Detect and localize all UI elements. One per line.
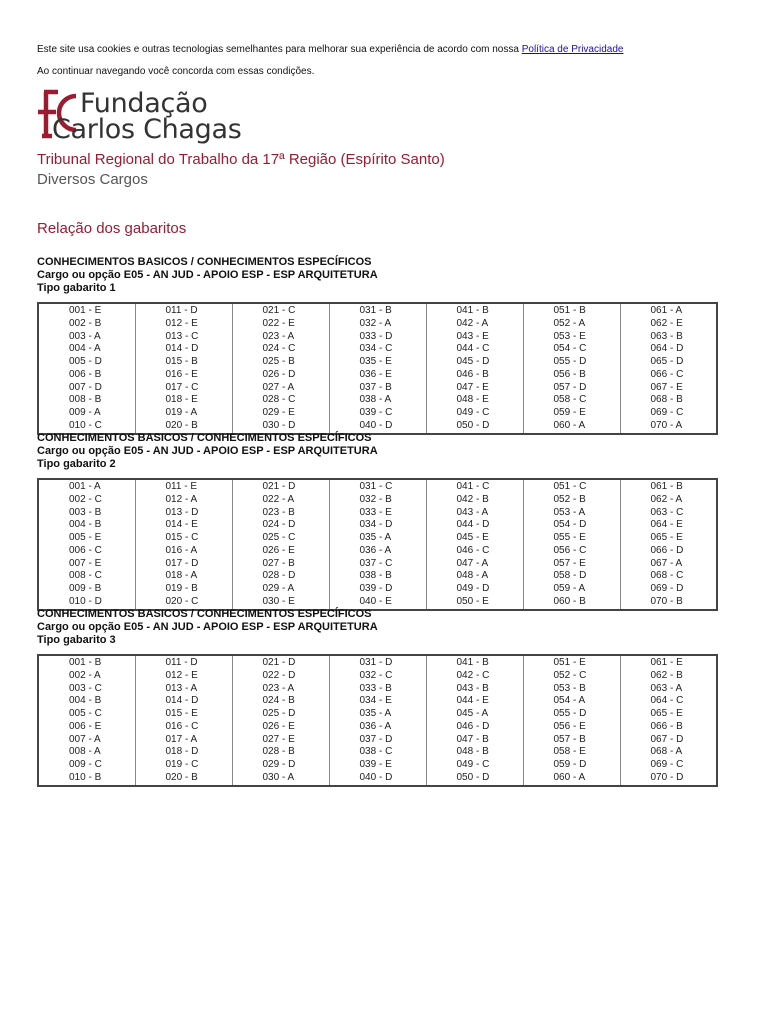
answer-cell: 063 - A — [650, 682, 683, 694]
answer-column — [232, 655, 329, 786]
answer-key-table-2 — [37, 478, 718, 611]
answer-cell: 067 - D — [650, 733, 684, 745]
answer-column — [232, 479, 329, 610]
fcc-logo[interactable] — [36, 84, 256, 148]
answer-cell: 037 - D — [359, 733, 393, 745]
answer-cell: 056 - E — [553, 720, 586, 732]
answer-cell: 023 - A — [262, 682, 295, 694]
answer-cell: 039 - D — [359, 583, 393, 594]
answer-cell: 053 - B — [553, 682, 586, 694]
answer-cell: 059 - E — [553, 407, 586, 418]
answer-cell: 065 - E — [650, 708, 683, 719]
answer-cell: 024 - C — [262, 343, 296, 355]
answer-cell: 054 - C — [553, 343, 587, 355]
answer-cell: 041 - B — [456, 657, 489, 668]
answer-cell: 041 - B — [456, 305, 489, 316]
answer-cell: 052 - A — [553, 317, 586, 329]
answer-cell: 049 - C — [456, 407, 490, 418]
answer-column — [135, 303, 232, 434]
answer-cell: 038 - B — [359, 570, 392, 582]
answer-cell: 057 - E — [553, 557, 586, 569]
answer-cell: 064 - E — [650, 519, 683, 531]
block-tipo: Tipo gabarito 1 — [37, 282, 116, 294]
answer-column — [329, 303, 426, 434]
answer-cell: 028 - C — [262, 394, 296, 406]
answer-column — [135, 479, 232, 610]
answer-cell: 001 - A — [69, 481, 101, 492]
answer-cell: 050 - D — [456, 419, 490, 431]
answer-cell: 039 - E — [359, 759, 392, 770]
answer-cell: 054 - D — [553, 519, 587, 531]
answer-column — [232, 303, 329, 434]
answer-cell: 066 - B — [650, 720, 683, 732]
logo-text-fundacao: Fundação — [80, 88, 208, 119]
answer-cell: 054 - A — [553, 695, 586, 707]
answer-cell: 039 - C — [359, 407, 393, 418]
answer-cell: 036 - A — [359, 544, 392, 556]
answer-cell: 044 - E — [456, 695, 489, 707]
answer-cell: 022 - D — [262, 669, 296, 681]
answer-cell: 007 - E — [69, 557, 102, 569]
answer-cell: 060 - B — [553, 595, 586, 607]
answer-cell: 020 - B — [165, 771, 198, 783]
answer-cell: 050 - D — [456, 771, 490, 783]
answer-cell: 015 - C — [165, 532, 199, 543]
answer-cell: 027 - A — [262, 381, 295, 393]
answer-cell: 061 - B — [650, 481, 683, 492]
answer-cell: 018 - E — [165, 394, 198, 406]
answer-cell: 014 - D — [165, 343, 199, 355]
answer-cell: 048 - B — [456, 746, 489, 758]
answer-cell: 034 - D — [359, 519, 393, 531]
answer-key-header-2 — [37, 432, 378, 471]
answer-cell: 028 - B — [262, 746, 295, 758]
answer-cell: 070 - D — [650, 771, 684, 783]
answer-cell: 060 - A — [553, 771, 586, 783]
answer-cell: 016 - E — [165, 368, 198, 380]
answer-column — [523, 303, 620, 434]
answer-cell: 031 - D — [359, 657, 393, 668]
answer-cell: 015 - E — [165, 708, 198, 719]
answer-cell: 014 - D — [165, 695, 199, 707]
answer-cell: 003 - B — [69, 506, 102, 518]
answer-cell: 067 - E — [650, 381, 683, 393]
answer-cell: 036 - A — [359, 720, 392, 732]
answer-cell: 034 - C — [359, 343, 393, 355]
answer-cell: 062 - E — [650, 317, 683, 329]
answer-cell: 007 - A — [69, 733, 101, 745]
answer-cell: 069 - C — [650, 759, 684, 770]
answer-cell: 040 - D — [359, 419, 393, 431]
answer-cell: 026 - E — [262, 544, 295, 556]
answer-cell: 043 - B — [456, 682, 489, 694]
answer-cell: 011 - E — [165, 481, 197, 492]
answer-cell: 019 - A — [165, 407, 198, 418]
answer-cell: 017 - A — [165, 733, 198, 745]
answer-cell: 048 - E — [456, 394, 489, 406]
answer-cell: 049 - D — [456, 583, 490, 594]
answer-cell: 046 - C — [456, 544, 490, 556]
answer-cell: 021 - D — [262, 657, 296, 668]
answer-column — [426, 303, 523, 434]
answer-cell: 032 - B — [359, 493, 392, 505]
answer-cell: 045 - D — [456, 356, 490, 367]
answer-cell: 025 - B — [262, 356, 295, 367]
answer-cell: 034 - E — [359, 695, 392, 707]
answer-cell: 005 - C — [69, 708, 102, 719]
answer-cell: 002 - A — [69, 669, 101, 681]
answer-cell: 007 - D — [69, 381, 102, 393]
answer-cell: 017 - D — [165, 557, 199, 569]
answer-cell: 055 - E — [553, 532, 586, 543]
answer-cell: 016 - C — [165, 720, 199, 732]
answer-column — [620, 479, 717, 610]
answer-cell: 010 - C — [69, 419, 102, 431]
answer-cell: 020 - C — [165, 595, 199, 607]
answer-cell: 035 - A — [359, 532, 392, 543]
answer-cell: 012 - A — [165, 493, 198, 505]
answer-key-header-3 — [37, 608, 378, 647]
answer-cell: 063 - B — [650, 330, 683, 342]
answer-cell: 048 - A — [456, 570, 489, 582]
answer-cell: 055 - D — [553, 356, 587, 367]
answer-cell: 020 - B — [165, 419, 198, 431]
answer-cell: 013 - A — [165, 682, 198, 694]
answer-cell: 014 - E — [165, 519, 198, 531]
answer-cell: 026 - E — [262, 720, 295, 732]
answer-cell: 058 - E — [553, 746, 586, 758]
answer-cell: 025 - C — [262, 532, 296, 543]
block-tipo: Tipo gabarito 2 — [37, 458, 116, 470]
answer-cell: 033 - E — [359, 506, 392, 518]
answer-column — [620, 655, 717, 786]
answer-cell: 038 - A — [359, 394, 392, 406]
answer-cell: 029 - D — [262, 759, 296, 770]
section-title: Relação dos gabaritos — [37, 220, 187, 237]
answer-cell: 028 - D — [262, 570, 296, 582]
answer-cell: 043 - E — [456, 330, 489, 342]
answer-cell: 024 - D — [262, 519, 296, 531]
answer-cell: 063 - C — [650, 506, 684, 518]
answer-cell: 021 - D — [262, 481, 296, 492]
exam-title: Tribunal Regional do Trabalho da 17ª Região (Espírito Santo) — [37, 151, 445, 168]
answer-cell: 040 - E — [359, 595, 392, 607]
block-cargo: Cargo ou opção E05 - AN JUD - APOIO ESP - ESP ARQUITETURA — [37, 269, 378, 281]
answer-cell: 013 - C — [165, 330, 199, 342]
answer-cell: 043 - A — [456, 506, 489, 518]
exam-subtitle: Diversos Cargos — [37, 171, 148, 188]
answer-cell: 066 - D — [650, 544, 684, 556]
answer-cell: 057 - D — [553, 381, 587, 393]
answer-cell: 055 - D — [553, 708, 587, 719]
answer-cell: 052 - B — [553, 493, 586, 505]
answer-cell: 022 - E — [262, 317, 295, 329]
answer-cell: 032 - C — [359, 669, 393, 681]
answer-cell: 031 - C — [359, 481, 393, 492]
answer-cell: 011 - D — [165, 305, 198, 316]
answer-cell: 056 - B — [553, 368, 586, 380]
answer-cell: 035 - E — [359, 356, 392, 367]
answer-column — [135, 655, 232, 786]
answer-cell: 047 - E — [456, 381, 489, 393]
answer-cell: 031 - B — [359, 305, 392, 316]
answer-cell: 004 - B — [69, 695, 102, 707]
answer-column — [523, 479, 620, 610]
answer-cell: 018 - D — [165, 746, 199, 758]
answer-cell: 008 - B — [69, 394, 102, 406]
answer-cell: 037 - B — [359, 381, 392, 393]
answer-cell: 042 - B — [456, 493, 489, 505]
answer-cell: 003 - C — [69, 682, 102, 694]
answer-cell: 018 - A — [165, 570, 198, 582]
answer-cell: 059 - A — [553, 583, 586, 594]
answer-cell: 019 - B — [165, 583, 198, 594]
answer-cell: 009 - A — [69, 407, 101, 418]
answer-cell: 033 - B — [359, 682, 392, 694]
answer-cell: 006 - B — [69, 368, 102, 380]
answer-cell: 008 - A — [69, 746, 101, 758]
answer-key-table-1 — [37, 302, 718, 435]
answer-cell: 032 - A — [359, 317, 392, 329]
answer-cell: 057 - B — [553, 733, 586, 745]
answer-cell: 009 - B — [69, 583, 102, 594]
answer-cell: 026 - D — [262, 368, 296, 380]
answer-cell: 047 - B — [456, 733, 489, 745]
answer-cell: 021 - C — [262, 305, 296, 316]
answer-column — [426, 655, 523, 786]
answer-cell: 023 - A — [262, 330, 295, 342]
answer-cell: 046 - B — [456, 368, 489, 380]
cookie-notice-text: Este site usa cookies e outras tecnologias semelhantes para melhorar sua experiência de acordo com nossa — [37, 44, 519, 55]
answer-cell: 070 - A — [650, 419, 683, 431]
answer-cell: 016 - A — [165, 544, 198, 556]
logo-text-carlos-chagas: Carlos Chagas — [52, 114, 242, 145]
answer-cell: 051 - E — [553, 657, 586, 668]
answer-cell: 002 - B — [69, 317, 102, 329]
block-heading: CONHECIMENTOS BASICOS / CONHECIMENTOS ESPECÍFICOS — [37, 432, 372, 444]
answer-cell: 029 - A — [262, 583, 295, 594]
answer-cell: 060 - A — [553, 419, 586, 431]
answer-cell: 064 - C — [650, 695, 684, 707]
answer-cell: 059 - D — [553, 759, 587, 770]
answer-cell: 023 - B — [262, 506, 295, 518]
answer-column — [38, 303, 135, 434]
answer-cell: 068 - C — [650, 570, 684, 582]
answer-cell: 030 - E — [262, 595, 295, 607]
answer-cell: 025 - D — [262, 708, 296, 719]
answer-cell: 052 - C — [553, 669, 587, 681]
answer-cell: 033 - D — [359, 330, 393, 342]
answer-cell: 022 - A — [262, 493, 295, 505]
answer-cell: 045 - E — [456, 532, 489, 543]
answer-cell: 012 - E — [165, 317, 198, 329]
answer-cell: 019 - C — [165, 759, 199, 770]
answer-cell: 005 - D — [69, 356, 102, 367]
block-heading: CONHECIMENTOS BASICOS / CONHECIMENTOS ESPECÍFICOS — [37, 256, 372, 268]
privacy-policy-link[interactable]: Política de Privacidade — [521, 44, 624, 55]
answer-cell: 045 - A — [456, 708, 489, 719]
answer-column — [329, 479, 426, 610]
answer-cell: 027 - E — [262, 733, 295, 745]
answer-cell: 004 - A — [69, 343, 101, 355]
answer-cell: 044 - D — [456, 519, 490, 531]
cookie-notice-line2: Ao continuar navegando você concorda com essas condições. — [37, 66, 315, 77]
answer-column — [620, 303, 717, 434]
answer-cell: 053 - E — [553, 330, 586, 342]
answer-cell: 001 - E — [69, 305, 102, 316]
answer-cell: 010 - D — [69, 595, 102, 607]
answer-cell: 006 - C — [69, 544, 102, 556]
block-cargo: Cargo ou opção E05 - AN JUD - APOIO ESP - ESP ARQUITETURA — [37, 621, 378, 633]
answer-cell: 053 - A — [553, 506, 586, 518]
answer-key-header-1 — [37, 256, 378, 295]
answer-cell: 029 - E — [262, 407, 295, 418]
answer-cell: 051 - B — [553, 305, 586, 316]
answer-cell: 069 - C — [650, 407, 684, 418]
answer-cell: 047 - A — [456, 557, 489, 569]
answer-column — [426, 479, 523, 610]
answer-cell: 061 - A — [650, 305, 683, 316]
answer-cell: 010 - B — [69, 771, 102, 783]
answer-cell: 027 - B — [262, 557, 295, 569]
answer-column — [38, 655, 135, 786]
answer-cell: 038 - C — [359, 746, 393, 758]
answer-cell: 041 - C — [456, 481, 490, 492]
block-heading: CONHECIMENTOS BASICOS / CONHECIMENTOS ESPECÍFICOS — [37, 608, 372, 620]
answer-cell: 024 - B — [262, 695, 295, 707]
answer-column — [523, 655, 620, 786]
answer-cell: 049 - C — [456, 759, 490, 770]
answer-cell: 030 - D — [262, 419, 296, 431]
answer-cell: 044 - C — [456, 343, 490, 355]
answer-cell: 001 - B — [69, 657, 102, 668]
table-row — [38, 479, 717, 610]
answer-cell: 013 - D — [165, 506, 199, 518]
answer-cell: 037 - C — [359, 557, 393, 569]
answer-cell: 030 - A — [262, 771, 295, 783]
answer-cell: 011 - D — [165, 657, 198, 668]
table-row — [38, 303, 717, 434]
answer-cell: 058 - D — [553, 570, 587, 582]
answer-cell: 042 - A — [456, 317, 489, 329]
answer-cell: 068 - B — [650, 394, 683, 406]
answer-cell: 051 - C — [553, 481, 587, 492]
block-cargo: Cargo ou opção E05 - AN JUD - APOIO ESP - ESP ARQUITETURA — [37, 445, 378, 457]
answer-cell: 005 - E — [69, 532, 102, 543]
answer-cell: 042 - C — [456, 669, 490, 681]
answer-cell: 069 - D — [650, 583, 684, 594]
answer-cell: 064 - D — [650, 343, 684, 355]
answer-cell: 006 - E — [69, 720, 102, 732]
answer-column — [329, 655, 426, 786]
answer-cell: 068 - A — [650, 746, 683, 758]
answer-cell: 065 - E — [650, 532, 683, 543]
answer-cell: 017 - C — [165, 381, 199, 393]
answer-cell: 056 - C — [553, 544, 587, 556]
answer-cell: 070 - B — [650, 595, 683, 607]
answer-cell: 002 - C — [69, 493, 102, 505]
answer-cell: 003 - A — [69, 330, 101, 342]
cookie-notice-line1 — [37, 44, 623, 55]
answer-cell: 050 - E — [456, 595, 489, 607]
answer-cell: 035 - A — [359, 708, 392, 719]
answer-cell: 009 - C — [69, 759, 102, 770]
answer-column — [38, 479, 135, 610]
answer-cell: 067 - A — [650, 557, 683, 569]
answer-cell: 004 - B — [69, 519, 102, 531]
answer-cell: 058 - C — [553, 394, 587, 406]
answer-key-table-3 — [37, 654, 718, 787]
answer-cell: 065 - D — [650, 356, 684, 367]
answer-cell: 008 - C — [69, 570, 102, 582]
answer-cell: 061 - E — [650, 657, 683, 668]
answer-cell: 036 - E — [359, 368, 392, 380]
answer-cell: 062 - B — [650, 669, 683, 681]
answer-cell: 015 - B — [165, 356, 198, 367]
answer-cell: 046 - D — [456, 720, 490, 732]
answer-cell: 066 - C — [650, 368, 684, 380]
answer-cell: 062 - A — [650, 493, 683, 505]
table-row — [38, 655, 717, 786]
block-tipo: Tipo gabarito 3 — [37, 634, 116, 646]
answer-cell: 040 - D — [359, 771, 393, 783]
answer-cell: 012 - E — [165, 669, 198, 681]
